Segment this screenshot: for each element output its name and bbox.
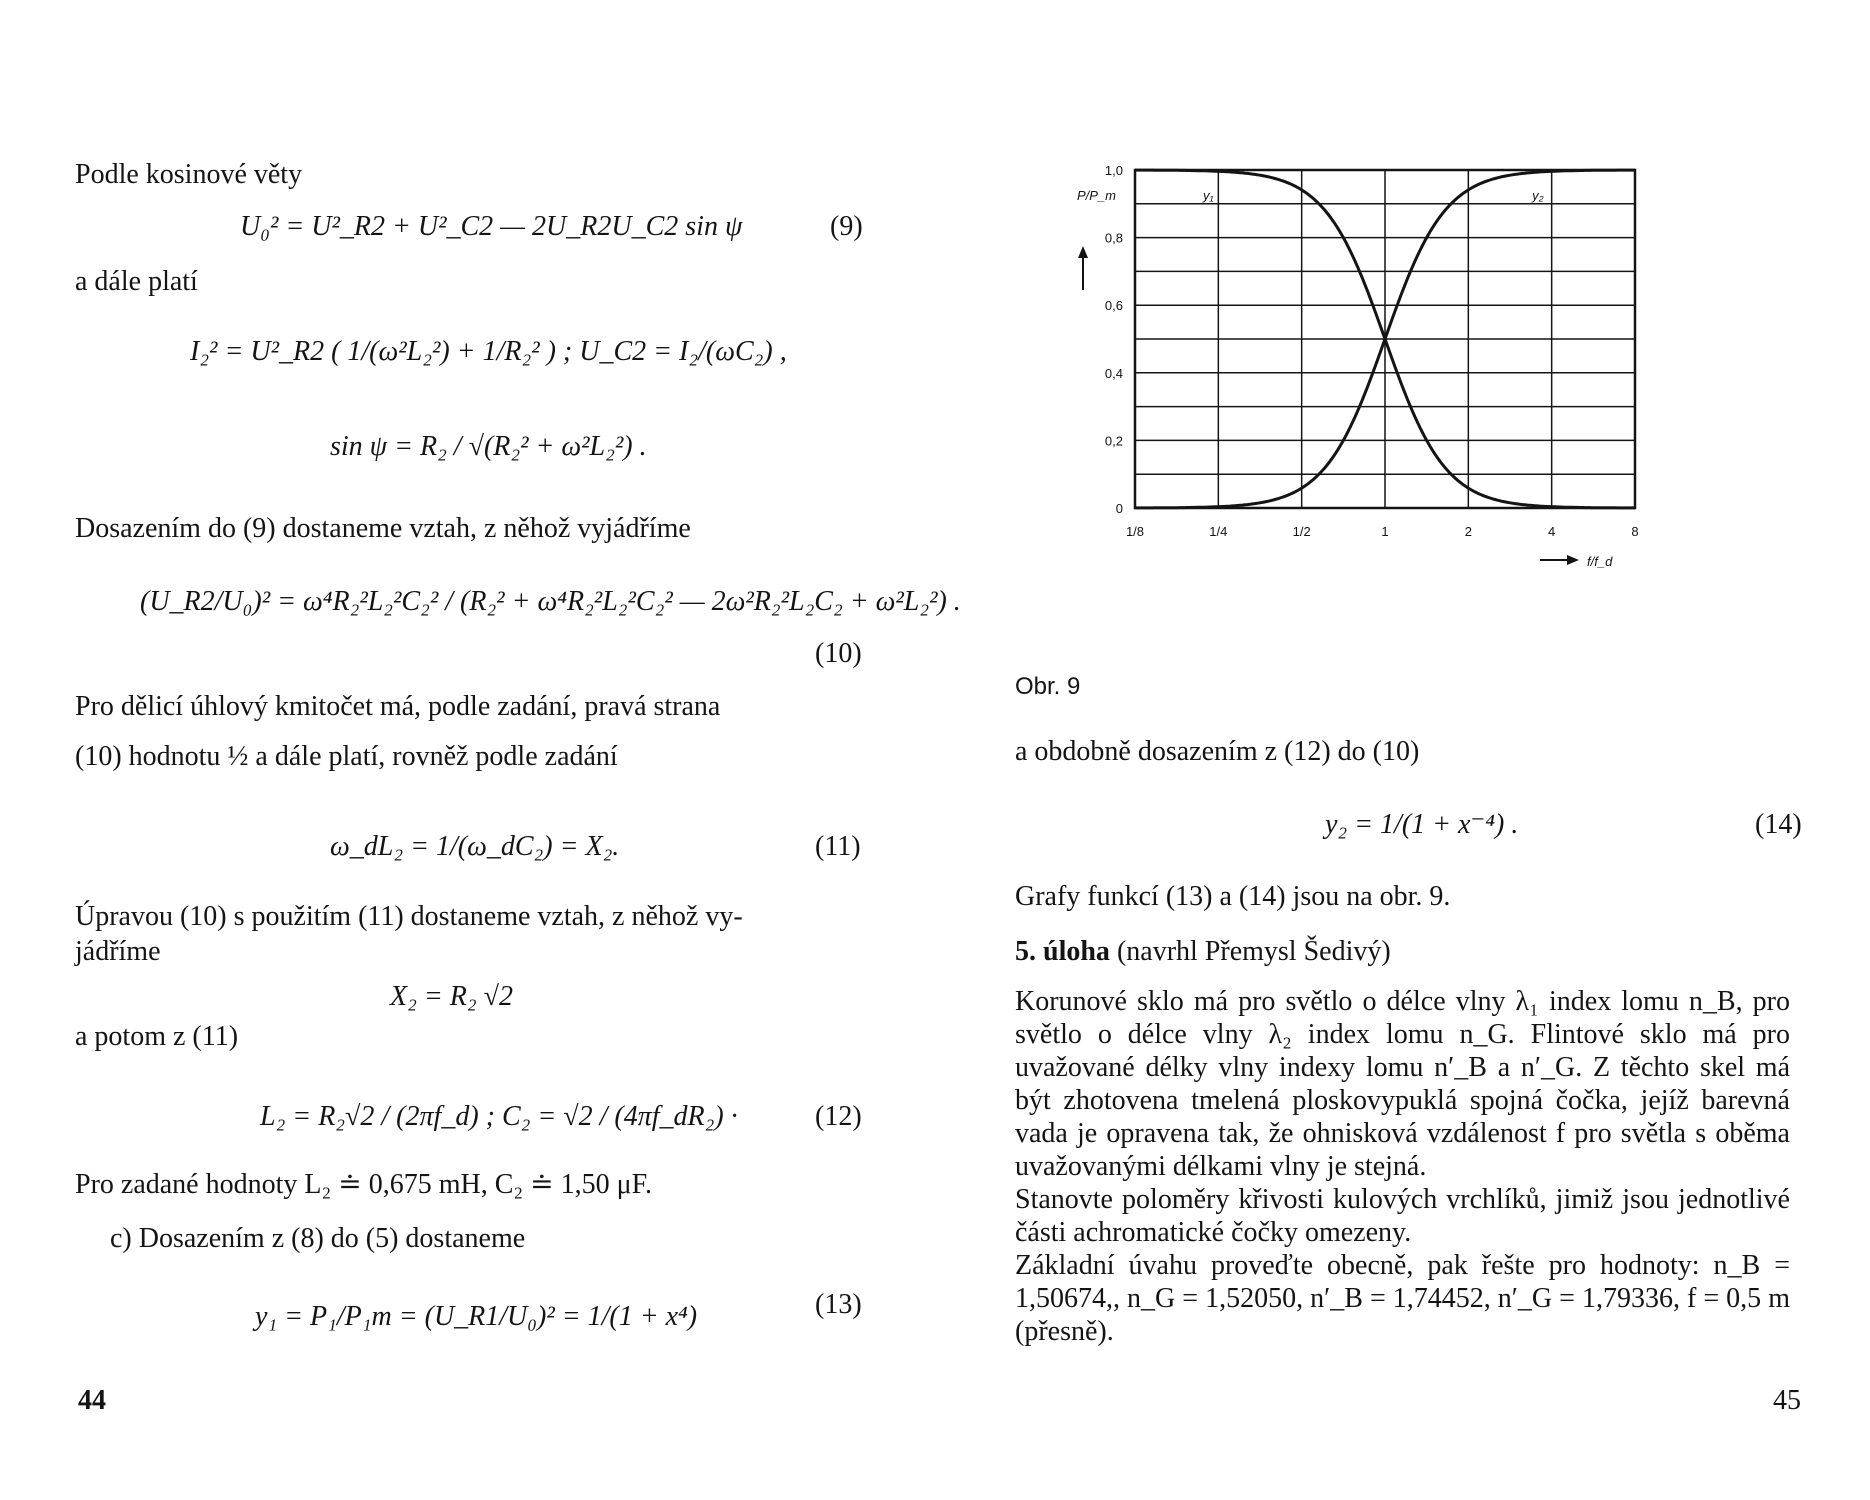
text-upravou-2: jádříme — [75, 936, 161, 967]
figure-caption: Obr. 9 — [1015, 673, 1081, 700]
x-axis-arrowhead — [1567, 555, 1579, 565]
text-grafy: Grafy funkcí (13) a (14) jsou na obr. 9. — [1015, 881, 1451, 912]
task-paragraph-2: Stanovte poloměry křivosti kulových vrchlíků, jimiž jsou jednotlivé části achromatické čočky omezeny. — [1015, 1184, 1790, 1248]
text-dale-plati: a dále platí — [75, 266, 198, 297]
x-tick-label: 1/8 — [1125, 524, 1145, 539]
x-tick-label: 8 — [1631, 524, 1639, 539]
text-part-c: c) Dosazením z (8) do (5) dostaneme — [110, 1223, 526, 1254]
series-label-y1: y₁ — [1202, 188, 1214, 203]
x-axis-label: f/f_d — [1587, 554, 1613, 569]
task-author: (navrhl Přemysl Šedivý) — [1109, 936, 1391, 967]
equation-14-number: (14) — [1755, 809, 1802, 840]
x-tick-label: 1/2 — [1292, 524, 1311, 539]
x-tick-label: 4 — [1548, 524, 1556, 539]
text-delici-1: Pro dělicí úhlový kmitočet má, podle zadání, pravá strana — [75, 691, 721, 722]
figure-9-chart — [1055, 150, 1695, 660]
task-heading — [1015, 935, 1391, 969]
x-tick-label: 2 — [1464, 524, 1472, 539]
text-potom: a potom z (11) — [75, 1021, 239, 1052]
task-paragraph-3: Základní úvahu proveďte obecně, pak řešte pro hodnoty: n_B = 1,50674,, n_G = 1,52050, n′_B = 1,74452, n′_G = 1,79336, f = 0,5 m (přesně). — [1015, 1250, 1790, 1347]
text-dosazenim: Dosazením do (9) dostaneme vztah, z něhož vyjádříme — [75, 513, 691, 544]
y-axis-arrowhead — [1078, 246, 1088, 258]
text-obdobne: a obdobně dosazením z (12) do (10) — [1015, 736, 1420, 767]
y-axis-label: P/P_m — [1077, 188, 1117, 203]
page-number-right: 45 — [1773, 1385, 1801, 1416]
equation-11-number: (11) — [815, 831, 861, 862]
text-upravou-1: Úpravou (10) s použitím (11) dostaneme vztah, z něhož vy- — [75, 901, 743, 932]
equation-9: U₀² = U²_R2 + U²_C2 — 2U_R2U_C2 sin ψ — [240, 211, 743, 242]
equation-9-number: (9) — [830, 211, 863, 242]
right-page — [935, 0, 1870, 1500]
equation-x2: X₂ = R₂ √2 — [390, 981, 513, 1012]
intro-text: Podle kosinové věty — [75, 159, 303, 190]
y-tick-label: 0,4 — [1104, 365, 1123, 381]
equation-13-number: (13) — [815, 1289, 862, 1320]
equation-11: ω_dL₂ = 1/(ω_dC₂) = X₂. — [330, 831, 620, 862]
equation-13: y₁ = P₁/P₁m = (U_R1/U₀)² = 1/(1 + x⁴) — [255, 1301, 698, 1332]
y-tick-label: 0,6 — [1104, 298, 1123, 314]
text-delici-2: (10) hodnotu ½ a dále platí, rovněž podle zadání — [75, 741, 618, 772]
x-tick-label: 1 — [1381, 524, 1389, 539]
text-zadane-hodnoty: Pro zadané hodnoty L₂ ≐ 0,675 mH, C₂ ≐ 1,50 μF. — [75, 1169, 652, 1200]
equation-current: I₂² = U²_R2 ( 1/(ω²L₂²) + 1/R₂² ) ; U_C2 = I₂/(ωC₂) , — [190, 336, 787, 367]
equation-12-number: (12) — [815, 1101, 862, 1132]
y-tick-label: 0,2 — [1104, 433, 1123, 449]
equation-12: L₂ = R₂√2 / (2πf_d) ; C₂ = √2 / (4πf_dR₂) · — [260, 1101, 738, 1132]
equation-10: (U_R2/U₀)² = ω⁴R₂²L₂²C₂² / (R₂² + ω⁴R₂²L₂²C₂² — 2ω²R₂²L₂C₂ + ω²L₂²) . — [140, 586, 961, 617]
task-paragraph-1: Korunové sklo má pro světlo o délce vlny λ₁ index lomu n_B, pro světlo o délce vlny λ₂ index lomu n_G. Flintové sklo má pro uvažované délky vlny indexy lomu n′_B a n′_G. Z těchto skel má být zhotovena tmelená ploskovypuklá spojná čočka, jejíž barevná vada je opravena tak, že ohnisková vzdálenost f pro světla s oběma uvažovanými délkami vlny je stejná. — [1015, 986, 1790, 1182]
equation-10-number: (10) — [815, 638, 862, 669]
page-number-left: 44 — [78, 1385, 106, 1416]
y-tick-label: 1,0 — [1104, 163, 1123, 178]
x-tick-label: 1/4 — [1209, 524, 1228, 539]
task-title: 5. úloha — [1015, 936, 1110, 967]
y-tick-label: 0 — [1115, 501, 1123, 516]
y-tick-label: 0,8 — [1104, 230, 1123, 246]
equation-sin-psi: sin ψ = R₂ / √(R₂² + ω²L₂²) . — [330, 431, 647, 462]
series-label-y2: y₂ — [1532, 188, 1544, 203]
equation-14: y₂ = 1/(1 + x⁻⁴) . — [1325, 809, 1519, 840]
